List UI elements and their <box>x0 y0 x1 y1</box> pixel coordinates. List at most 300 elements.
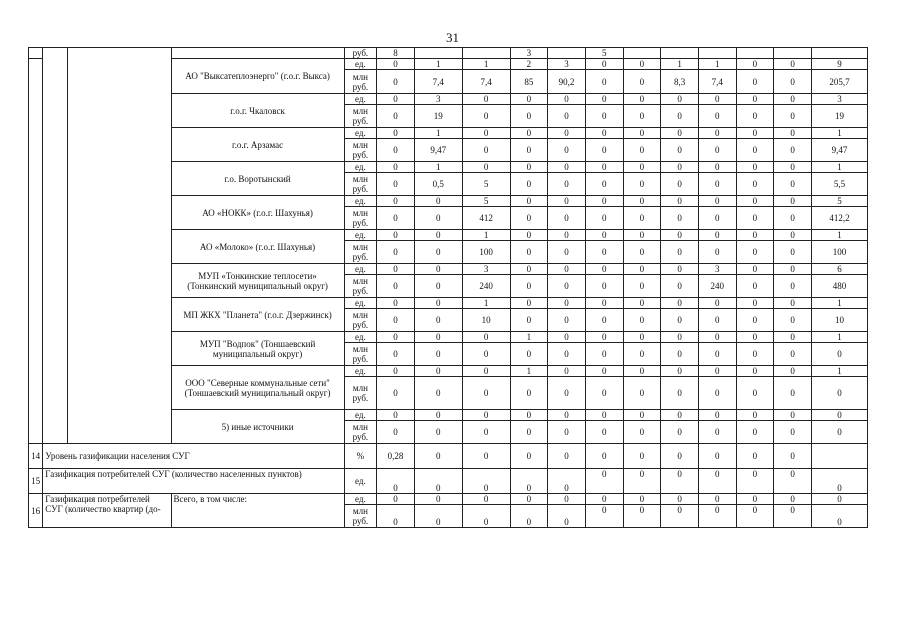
value-cell: 0 <box>585 410 623 421</box>
value-cell: 0 <box>414 264 462 275</box>
row-number-cell: 16 <box>29 494 43 528</box>
value-cell: 0 <box>736 410 774 421</box>
value-cell: 0 <box>661 366 699 377</box>
value-cell: 0 <box>414 332 462 343</box>
value-cell: 0 <box>698 139 736 162</box>
value-cell: 0 <box>585 343 623 366</box>
value-cell: 0 <box>548 469 586 494</box>
value-cell: 0 <box>623 173 661 196</box>
source-name-cell: ООО "Северные коммунальные сети" (Тоншаевский муниципальный округ) <box>171 366 344 410</box>
value-cell: 0 <box>462 505 510 528</box>
value-cell: 0 <box>414 309 462 332</box>
value-cell: 0 <box>698 332 736 343</box>
value-cell: 0 <box>585 94 623 105</box>
value-cell: 0 <box>548 94 586 105</box>
value-cell: 0 <box>774 105 812 128</box>
row-number-cell <box>29 59 43 444</box>
value-cell: 0 <box>623 241 661 264</box>
table-row <box>29 48 868 59</box>
value-cell: 5 <box>811 196 867 207</box>
value-cell: 0 <box>774 264 812 275</box>
value-cell: 0 <box>736 421 774 444</box>
source-name-cell: МУП «Тонкинские теплосети» (Тонкинский муниципальный округ) <box>171 264 344 298</box>
value-cell: 0 <box>585 207 623 230</box>
value-cell: 0 <box>377 230 415 241</box>
value-cell: 0 <box>510 139 548 162</box>
value-cell: 0 <box>623 264 661 275</box>
value-cell: 0 <box>623 309 661 332</box>
value-cell: 0 <box>462 139 510 162</box>
value-cell: 0 <box>377 469 415 494</box>
value-cell: 1 <box>811 230 867 241</box>
source-name-cell: АО «Молоко» (г.о.г. Шахунья) <box>171 230 344 264</box>
value-cell: 240 <box>462 275 510 298</box>
value-cell: 0 <box>414 241 462 264</box>
source-name-cell: АО «НОКК» (г.о.г. Шахунья) <box>171 196 344 230</box>
value-cell: 0 <box>661 173 699 196</box>
value-cell: 0 <box>623 207 661 230</box>
value-cell: 0 <box>623 505 661 528</box>
value-cell <box>698 48 736 59</box>
value-cell: 0 <box>736 505 774 528</box>
table-row <box>29 469 868 494</box>
value-cell: 0 <box>377 264 415 275</box>
value-cell: 0 <box>736 264 774 275</box>
value-cell: 0 <box>510 128 548 139</box>
value-cell: 0 <box>548 494 586 505</box>
value-cell: 2 <box>510 59 548 70</box>
value-cell: 0 <box>585 173 623 196</box>
value-cell: 0 <box>377 494 415 505</box>
value-cell: 0 <box>510 469 548 494</box>
value-cell: 0 <box>661 139 699 162</box>
value-cell: 1 <box>414 59 462 70</box>
gasification-table <box>28 47 868 528</box>
source-name-cell: МП ЖКХ "Планета" (г.о.г. Дзержинск) <box>171 298 344 332</box>
value-cell: 0 <box>623 494 661 505</box>
unit-cell: ед. <box>344 264 377 275</box>
value-cell: 0 <box>377 128 415 139</box>
value-cell: 0 <box>548 105 586 128</box>
value-cell: 0 <box>462 366 510 377</box>
value-cell: 0 <box>462 332 510 343</box>
value-cell: 0 <box>623 298 661 309</box>
value-cell: 0 <box>548 332 586 343</box>
value-cell: 19 <box>414 105 462 128</box>
value-cell: 0 <box>510 241 548 264</box>
value-cell: 0 <box>377 343 415 366</box>
value-cell: 0 <box>661 332 699 343</box>
value-cell: 1 <box>698 59 736 70</box>
value-cell: 0 <box>377 410 415 421</box>
value-cell: 0 <box>377 505 415 528</box>
value-cell: 90,2 <box>548 70 586 94</box>
value-cell: 0 <box>585 264 623 275</box>
value-cell: 3 <box>510 48 548 59</box>
source-name-cell <box>171 48 344 59</box>
value-cell: 0 <box>585 505 623 528</box>
value-cell: 0 <box>774 494 812 505</box>
value-cell: 0 <box>811 505 867 528</box>
value-cell: 10 <box>462 309 510 332</box>
value-cell: 0 <box>623 421 661 444</box>
value-cell: 9,47 <box>811 139 867 162</box>
value-cell: 0 <box>661 128 699 139</box>
row-number-cell: 15 <box>29 469 43 494</box>
value-cell: 0 <box>774 298 812 309</box>
value-cell: 0 <box>548 128 586 139</box>
value-cell: 0 <box>661 377 699 410</box>
value-cell: 0 <box>774 410 812 421</box>
value-cell: 0 <box>698 241 736 264</box>
value-cell: 0 <box>585 469 623 494</box>
value-cell <box>736 48 774 59</box>
value-cell: 0 <box>510 298 548 309</box>
subgroup-cell: Всего, в том числе: <box>171 494 344 528</box>
value-cell: 5 <box>462 196 510 207</box>
value-cell: 0 <box>462 128 510 139</box>
unit-cell: ед. <box>344 59 377 70</box>
value-cell: 1 <box>811 298 867 309</box>
value-cell: 0 <box>698 162 736 173</box>
value-cell: 0 <box>548 275 586 298</box>
unit-cell: млн руб. <box>344 207 377 230</box>
value-cell: 0 <box>510 309 548 332</box>
value-cell: 0 <box>585 377 623 410</box>
value-cell: 0 <box>811 410 867 421</box>
value-cell <box>661 48 699 59</box>
unit-cell: млн руб. <box>344 105 377 128</box>
source-name-cell: АО "Выксатеплоэнерго" (г.о.г. Выкса) <box>171 59 344 94</box>
unit-cell: млн руб. <box>344 241 377 264</box>
value-cell: 0 <box>736 309 774 332</box>
value-cell: 0 <box>585 128 623 139</box>
value-cell: 0 <box>736 207 774 230</box>
value-cell: 0 <box>462 94 510 105</box>
value-cell: 0 <box>661 105 699 128</box>
value-cell: 0 <box>736 162 774 173</box>
value-cell: 0 <box>698 494 736 505</box>
value-cell: 0 <box>661 309 699 332</box>
value-cell: 0 <box>774 173 812 196</box>
unit-cell: млн руб. <box>344 139 377 162</box>
value-cell: 0 <box>462 162 510 173</box>
value-cell: 1 <box>811 162 867 173</box>
value-cell: 0 <box>510 264 548 275</box>
value-cell: 0 <box>774 207 812 230</box>
value-cell: 0 <box>585 332 623 343</box>
value-cell: 240 <box>698 275 736 298</box>
value-cell: 5 <box>585 48 623 59</box>
value-cell: 0 <box>510 94 548 105</box>
value-cell: 0 <box>414 207 462 230</box>
value-cell: 0 <box>414 377 462 410</box>
value-cell: 0 <box>462 377 510 410</box>
source-name-cell: г.о.г. Чкаловск <box>171 94 344 128</box>
unit-cell: ед. <box>344 469 377 494</box>
value-cell: 0 <box>623 70 661 94</box>
value-cell: 0 <box>623 343 661 366</box>
value-cell: 0 <box>736 241 774 264</box>
unit-cell: ед. <box>344 494 377 505</box>
value-cell: 0 <box>661 94 699 105</box>
value-cell: 9,47 <box>414 139 462 162</box>
value-cell: 0 <box>548 241 586 264</box>
value-cell: 0 <box>736 275 774 298</box>
row-number-cell <box>29 48 43 59</box>
value-cell: 0 <box>774 275 812 298</box>
value-cell: 0 <box>774 309 812 332</box>
value-cell: 0 <box>736 366 774 377</box>
source-name-cell: 5) иные источники <box>171 410 344 444</box>
value-cell: 0 <box>698 207 736 230</box>
value-cell: 0 <box>414 230 462 241</box>
value-cell: 0 <box>510 377 548 410</box>
value-cell: 0 <box>698 505 736 528</box>
value-cell: 0 <box>585 139 623 162</box>
value-cell: 0 <box>548 505 586 528</box>
value-cell: 8 <box>377 48 415 59</box>
value-cell: 1 <box>661 59 699 70</box>
value-cell: 3 <box>548 59 586 70</box>
value-cell: 0 <box>548 343 586 366</box>
value-cell: 0 <box>661 207 699 230</box>
indicator-name-cell: Газификация потребителей СУГ (количество населенных пунктов) <box>43 469 344 494</box>
indicator-group-cell <box>43 48 67 444</box>
value-cell: 0 <box>623 469 661 494</box>
value-cell: 0 <box>377 162 415 173</box>
value-cell: 0 <box>623 105 661 128</box>
value-cell: 1 <box>414 128 462 139</box>
value-cell: 205,7 <box>811 70 867 94</box>
value-cell: 0 <box>736 332 774 343</box>
value-cell: 1 <box>462 59 510 70</box>
value-cell: 3 <box>698 264 736 275</box>
value-cell: 1 <box>510 332 548 343</box>
value-cell: 0 <box>698 410 736 421</box>
value-cell <box>623 48 661 59</box>
value-cell: 0 <box>736 59 774 70</box>
table-row <box>29 494 868 505</box>
value-cell: 0 <box>623 377 661 410</box>
value-cell: 10 <box>811 309 867 332</box>
value-cell: 1 <box>811 332 867 343</box>
value-cell: 0 <box>698 298 736 309</box>
unit-cell: ед. <box>344 332 377 343</box>
value-cell: 0 <box>377 366 415 377</box>
value-cell: 0 <box>377 377 415 410</box>
value-cell: 0 <box>623 139 661 162</box>
value-cell: 0 <box>414 469 462 494</box>
value-cell: 0 <box>548 444 586 469</box>
unit-cell: млн руб. <box>344 309 377 332</box>
value-cell: 0 <box>510 162 548 173</box>
source-name-cell: г.о. Воротынский <box>171 162 344 196</box>
value-cell: 0 <box>774 94 812 105</box>
value-cell: 0 <box>661 343 699 366</box>
value-cell: 0 <box>698 444 736 469</box>
value-cell: 0 <box>585 196 623 207</box>
value-cell: 0 <box>661 494 699 505</box>
source-name-cell: МУП "Водпок" (Тоншаевский муниципальный округ) <box>171 332 344 366</box>
unit-cell: млн руб. <box>344 173 377 196</box>
value-cell: 0 <box>585 70 623 94</box>
value-cell: 0,5 <box>414 173 462 196</box>
value-cell: 0 <box>661 444 699 469</box>
value-cell: 0 <box>510 421 548 444</box>
value-cell: 0 <box>736 128 774 139</box>
indicator-name-cell: Уровень газификации населения СУГ <box>43 444 344 469</box>
value-cell: 0 <box>698 343 736 366</box>
value-cell: 100 <box>811 241 867 264</box>
value-cell: 0 <box>774 366 812 377</box>
value-cell: 0 <box>736 70 774 94</box>
value-cell: 0 <box>661 162 699 173</box>
value-cell: 0 <box>698 309 736 332</box>
value-cell: 0 <box>377 421 415 444</box>
value-cell: 9 <box>811 59 867 70</box>
value-cell: 0 <box>585 298 623 309</box>
value-cell: 1 <box>462 298 510 309</box>
value-cell <box>811 444 867 469</box>
value-cell: 0 <box>774 332 812 343</box>
value-cell: 0 <box>462 444 510 469</box>
value-cell: 0 <box>548 264 586 275</box>
unit-cell: млн руб. <box>344 377 377 410</box>
value-cell: 0 <box>510 230 548 241</box>
value-cell: 0 <box>623 230 661 241</box>
value-cell: 0 <box>774 70 812 94</box>
value-cell: 480 <box>811 275 867 298</box>
value-cell: 0 <box>510 410 548 421</box>
value-cell: 0 <box>811 343 867 366</box>
value-cell: 0 <box>774 343 812 366</box>
value-cell: 0 <box>623 196 661 207</box>
value-cell: 0 <box>510 196 548 207</box>
value-cell: 0 <box>377 70 415 94</box>
value-cell: 0 <box>548 377 586 410</box>
value-cell: 0 <box>377 332 415 343</box>
value-cell: 0 <box>774 444 812 469</box>
value-cell: 0 <box>414 421 462 444</box>
value-cell: 0 <box>462 494 510 505</box>
value-cell: 0 <box>661 298 699 309</box>
value-cell: 0 <box>623 275 661 298</box>
value-cell: 6 <box>811 264 867 275</box>
value-cell: 0 <box>548 139 586 162</box>
value-cell: 0 <box>510 505 548 528</box>
value-cell: 0 <box>377 298 415 309</box>
value-cell: 0 <box>736 173 774 196</box>
value-cell: 1 <box>811 366 867 377</box>
value-cell: 0 <box>585 275 623 298</box>
value-cell: 0 <box>414 444 462 469</box>
value-cell: 0 <box>774 505 812 528</box>
value-cell: 0 <box>623 128 661 139</box>
value-cell: 0 <box>585 444 623 469</box>
value-cell: 0 <box>736 105 774 128</box>
value-cell: 0 <box>698 421 736 444</box>
value-cell: 0 <box>510 207 548 230</box>
value-cell: 0 <box>623 410 661 421</box>
value-cell: 0 <box>377 105 415 128</box>
value-cell: 0 <box>698 196 736 207</box>
value-cell <box>462 48 510 59</box>
value-cell: 0 <box>377 275 415 298</box>
value-cell <box>548 48 586 59</box>
unit-cell: ед. <box>344 94 377 105</box>
value-cell: 0 <box>736 94 774 105</box>
value-cell: 0 <box>548 366 586 377</box>
value-cell: 0 <box>414 505 462 528</box>
unit-cell: ед. <box>344 230 377 241</box>
unit-cell: руб. <box>344 48 377 59</box>
value-cell: 1 <box>414 162 462 173</box>
value-cell: 0 <box>774 139 812 162</box>
value-cell: 0 <box>774 241 812 264</box>
value-cell: 0 <box>510 275 548 298</box>
value-cell: 0 <box>774 162 812 173</box>
value-cell: 0 <box>510 444 548 469</box>
value-cell: 0 <box>414 298 462 309</box>
unit-cell: ед. <box>344 162 377 173</box>
value-cell: 0 <box>548 196 586 207</box>
value-cell: 0 <box>661 505 699 528</box>
value-cell: 0 <box>585 366 623 377</box>
value-cell: 0 <box>548 207 586 230</box>
value-cell: 0 <box>698 173 736 196</box>
value-cell: 3 <box>414 94 462 105</box>
value-cell: 0 <box>414 366 462 377</box>
value-cell: 0 <box>548 309 586 332</box>
value-cell: 0 <box>377 94 415 105</box>
value-cell: 0 <box>811 469 867 494</box>
value-cell: 0 <box>548 230 586 241</box>
value-cell: 0 <box>414 410 462 421</box>
value-cell: 0 <box>623 59 661 70</box>
value-cell: 85 <box>510 70 548 94</box>
value-cell: 3 <box>462 264 510 275</box>
value-cell: 0 <box>736 196 774 207</box>
value-cell: 0 <box>661 196 699 207</box>
value-cell: 0,28 <box>377 444 415 469</box>
value-cell: 0 <box>462 469 510 494</box>
value-cell: 0 <box>774 421 812 444</box>
value-cell: 5,5 <box>811 173 867 196</box>
value-cell: 0 <box>510 173 548 196</box>
value-cell: 0 <box>774 196 812 207</box>
value-cell: 412 <box>462 207 510 230</box>
subgroup-cell <box>67 48 171 444</box>
value-cell: 0 <box>736 444 774 469</box>
value-cell: 0 <box>585 59 623 70</box>
page-number: 31 <box>446 30 459 45</box>
value-cell: 0 <box>698 469 736 494</box>
value-cell: 0 <box>774 59 812 70</box>
value-cell: 0 <box>462 343 510 366</box>
value-cell: 0 <box>661 421 699 444</box>
value-cell: 0 <box>661 410 699 421</box>
value-cell: 0 <box>774 377 812 410</box>
value-cell: 0 <box>698 377 736 410</box>
value-cell: 0 <box>698 105 736 128</box>
value-cell: 0 <box>661 275 699 298</box>
value-cell: 0 <box>548 162 586 173</box>
value-cell: 0 <box>510 105 548 128</box>
value-cell: 0 <box>585 105 623 128</box>
value-cell <box>811 48 867 59</box>
value-cell: 1 <box>462 230 510 241</box>
